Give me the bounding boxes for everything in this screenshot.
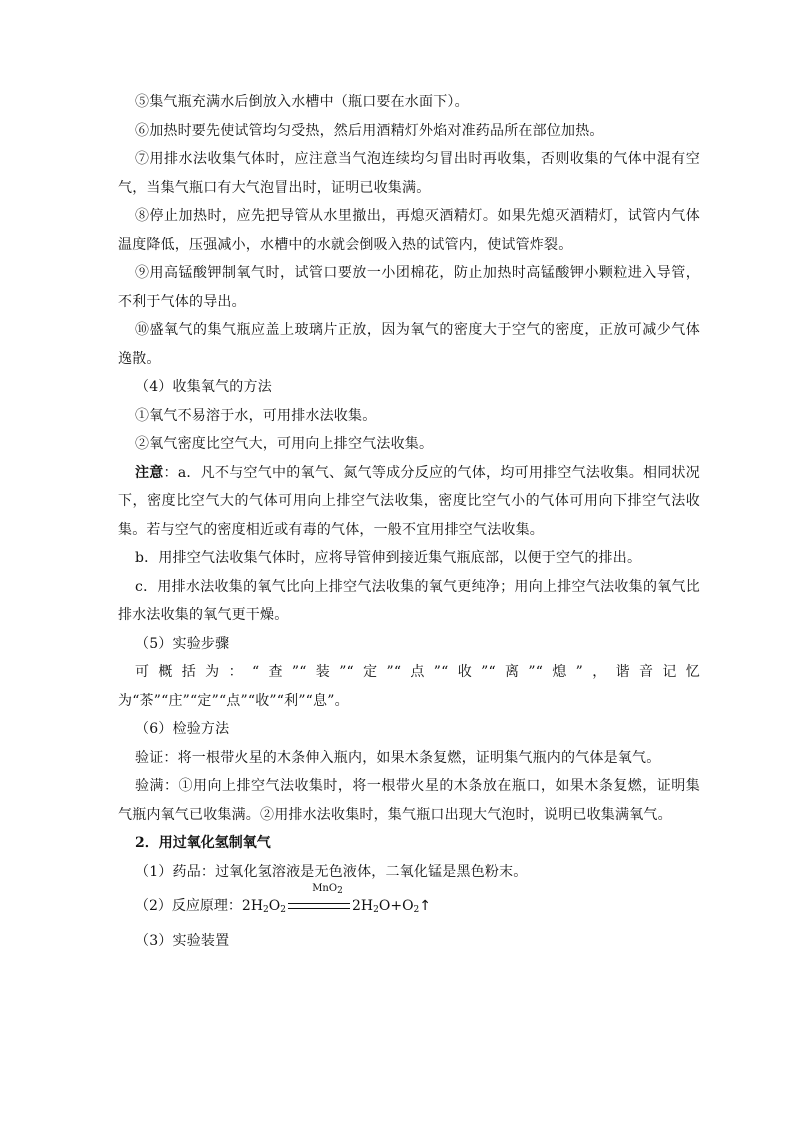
paragraph-steps-mnemonic: 可概括为：“查”“装”“定”“点”“收”“离”“熄”，谐音记忆为“茶”“庄”“定”“点”“收”“利”“息”。 [118,664,700,709]
product-formula: $2H_2O+O_2$ [352,898,420,915]
gas-up-arrow-icon: ↑ [419,898,432,914]
note-c: c．用排水法收集的氧气比向上排空气法收集的氧气更纯净；用向上排空气法收集的氧气比排水法收集的氧气更干燥。 [118,578,700,623]
note-label: 注意 [135,464,164,481]
note-text: ：a．凡不与空气中的氧气、氮气等成分反应的气体，均可用排空气法收集。相同状况下，密度比空气大的气体可用向上排空气法收集，密度比空气小的气体可用向下排空气法收集。若与空气的密度相近或有毒的气体，一般不宜用排空气法收集。 [118,464,700,538]
catalyst-equals-sign [288,883,350,912]
subheading-test-method: （6）检验方法 [135,721,230,737]
subheading-apparatus: （3）实验装置 [135,932,230,949]
paragraph-collect-water: ①氧气不易溶于水，可用排水法收集。 [135,407,377,424]
paragraph-step-10: ⑩盛氧气的集气瓶应盖上玻璃片正放，因为氧气的密度大于空气的密度，正放可减少气体逸散。 [118,322,700,367]
reactant-formula: $2H_2O_2$ [241,898,286,915]
reaction-principle [118,883,700,921]
paragraph-step-6: ⑥加热时要先使试管均匀受热，然后用酒精灯外焰对准药品所在部位加热。 [135,122,604,139]
section-heading-h2o2: 2．用过氧化氢制氧气 [135,835,271,851]
subheading-steps: （5）实验步骤 [135,635,230,652]
subheading-collect-method: （4）收集氧气的方法 [135,379,272,395]
paragraph-step-8: ⑧停止加热时，应先把导管从水里撤出，再熄灭酒精灯。如果先熄灭酒精灯，试管内气体温度降低，压强减小，水槽中的水就会倒吸入热的试管内，使试管炸裂。 [118,208,700,253]
paragraph-collect-air: ②氧气密度比空气大，可用向上排空气法收集。 [135,436,434,452]
paragraph-step-7: ⑦用排水法收集气体时，应注意当气泡连续均匀冒出时再收集，否则收集的气体中混有空气，当集气瓶口有大气泡冒出时，证明已收集满。 [118,151,700,196]
catalyst-label: MnO$_2$ [312,883,343,896]
paragraph-full-check: 验满：①用向上排空气法收集时，将一根带火星的木条放在瓶口，如果木条复燃，证明集气瓶内氧气已收集满。②用排水法收集时，集气瓶口出现大气泡时，说明已收集满氧气。 [118,778,700,823]
document-body [118,88,700,955]
paragraph-verify: 验证：将一根带火星的木条伸入瓶内，如果木条复燃，证明集气瓶内的气体是氧气。 [135,749,661,766]
paragraph-step-9: ⑨用高锰酸钾制氧气时，试管口要放一小团棉花，防止加热时高锰酸钾小颗粒进入导管，不利于气体的导出。 [118,265,700,310]
note-b: b．用排空气法收集气体时，应将导管伸到接近集气瓶底部，以便于空气的排出。 [135,550,642,566]
paragraph-drugs: （1）药品：过氧化氢溶液是无色液体，二氧化锰是黑色粉末。 [135,863,528,880]
paragraph-step-5: ⑤集气瓶充满水后倒放入水槽中（瓶口要在水面下）。 [135,94,469,110]
note-paragraph [118,459,700,545]
principle-label: （2）反应原理： [135,898,242,914]
